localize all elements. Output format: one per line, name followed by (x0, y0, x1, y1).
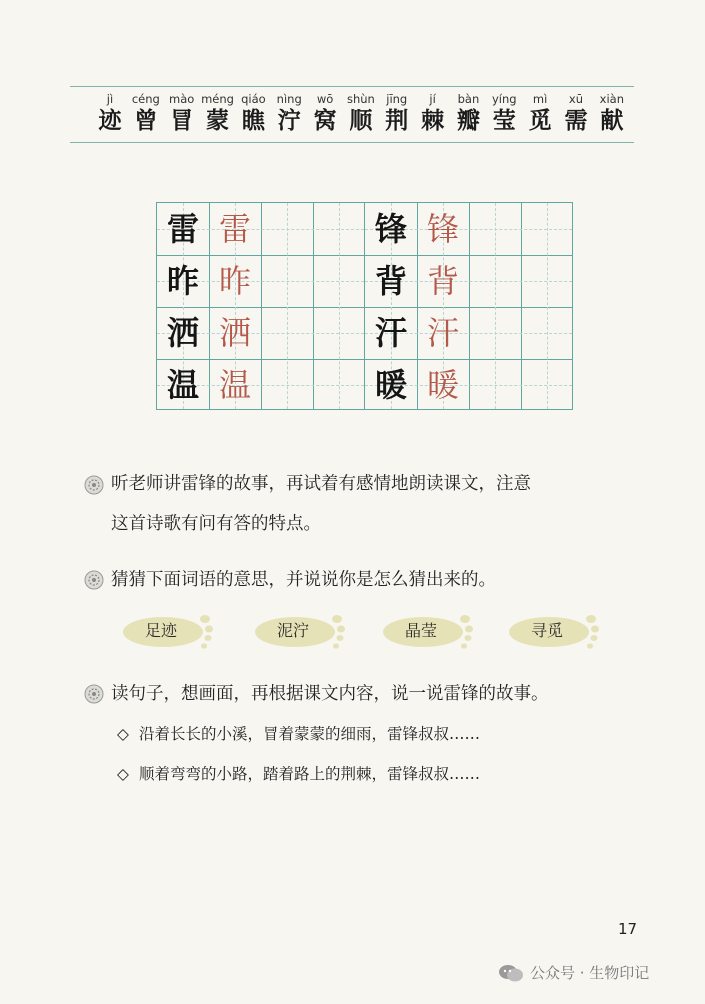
writing-grid-left (156, 202, 365, 410)
guide-line (287, 203, 288, 409)
guide-line (339, 203, 340, 409)
vocab-item (595, 92, 629, 136)
grid-line (261, 203, 262, 409)
footprint-word-2 (253, 608, 349, 654)
vocab-item (523, 92, 557, 136)
trace-character: 昨 (218, 262, 251, 300)
model-character: 背 (374, 262, 407, 300)
pinyin-label: qiáo (241, 92, 266, 106)
sentence-text: 沿着长长的小溪，冒着蒙蒙的细雨，雷锋叔叔…… (139, 725, 481, 743)
pinyin-label: mì (532, 92, 548, 106)
watermark (498, 962, 649, 983)
vocab-item (165, 92, 199, 136)
vocab-item (487, 92, 521, 136)
vocab-character: 觅 (528, 107, 552, 134)
footprint-word-3 (381, 608, 477, 654)
vocab-character: 顺 (349, 107, 373, 134)
pinyin-label: xū (568, 92, 584, 106)
model-character: 温 (166, 366, 199, 404)
vocab-character: 棘 (421, 107, 445, 134)
flower-bullet-icon (84, 475, 104, 495)
task2-text: 猜猜下面词语的意思，并说说你是怎么猜出来的。 (111, 570, 496, 590)
pinyin-label: mào (169, 92, 195, 106)
diamond-marker: ◇ (117, 765, 129, 783)
vocab-character: 窝 (313, 107, 337, 134)
vocab-character: 荆 (385, 107, 409, 134)
vocab-item (380, 92, 414, 136)
bottom-rule (70, 142, 634, 143)
word-label: 足迹 (144, 621, 177, 640)
task1-line1: 听老师讲雷锋的故事，再试着有感情地朗读课文，注意 (111, 474, 531, 494)
vocab-item (308, 92, 342, 136)
pinyin-label: jì (106, 92, 114, 106)
pinyin-label: céng (131, 92, 160, 106)
sentence-2 (117, 762, 480, 784)
pinyin-label: yíng (491, 92, 517, 106)
vocab-item (559, 92, 593, 136)
grid-line (313, 203, 314, 409)
vocab-character: 蒙 (206, 107, 230, 134)
vocab-item (344, 92, 378, 136)
trace-character: 温 (218, 366, 251, 404)
task3-text: 读句子，想画面，再根据课文内容，说一说雷锋的故事。 (111, 684, 549, 704)
model-character: 昨 (166, 262, 199, 300)
vocab-item (272, 92, 306, 136)
vocab-character: 迹 (98, 107, 122, 134)
wechat-icon (498, 963, 524, 983)
pinyin-label: shùn (346, 92, 375, 106)
vocabulary-row (93, 92, 629, 136)
diamond-marker: ◇ (117, 725, 129, 743)
page-number: 17 (618, 920, 638, 938)
task1-line2: 这首诗歌有问有答的特点。 (111, 514, 321, 534)
model-character: 暖 (374, 366, 407, 404)
model-character: 汗 (374, 314, 407, 352)
top-rule (70, 86, 634, 87)
vocab-item (416, 92, 450, 136)
guide-line (547, 203, 548, 409)
sentence-1 (117, 722, 480, 744)
vocab-item (93, 92, 127, 136)
vocab-item (201, 92, 235, 136)
writing-grid-right (364, 202, 573, 410)
vocab-item (451, 92, 485, 136)
trace-character: 雷 (218, 210, 251, 248)
vocab-item (129, 92, 163, 136)
model-character: 雷 (166, 210, 199, 248)
pinyin-label: jí (429, 92, 436, 106)
vocab-character: 曾 (134, 107, 158, 134)
trace-character: 背 (426, 262, 459, 300)
sentence-text: 顺着弯弯的小路，踏着路上的荆棘，雷锋叔叔…… (139, 765, 481, 783)
word-label: 晶莹 (404, 621, 437, 640)
trace-character: 汗 (426, 314, 459, 352)
pinyin-label: méng (201, 92, 234, 106)
vocab-character: 莹 (492, 107, 516, 134)
watermark-text: 公众号 · 生物印记 (530, 964, 650, 982)
grid-line (469, 203, 470, 409)
grid-line (521, 203, 522, 409)
vocab-character: 献 (600, 107, 624, 134)
pinyin-label: jīng (386, 92, 408, 106)
trace-character: 暖 (426, 366, 459, 404)
vocab-character: 需 (564, 107, 588, 134)
vocab-character: 泞 (277, 107, 301, 134)
pinyin-label: xiàn (599, 92, 624, 106)
guide-line (495, 203, 496, 409)
trace-character: 锋 (426, 210, 459, 248)
pinyin-label: wō (316, 92, 334, 106)
footprint-word-4 (507, 608, 603, 654)
pinyin-label: nìng (276, 92, 302, 106)
vocab-character: 瓣 (456, 107, 480, 134)
trace-character: 洒 (218, 314, 251, 352)
word-label: 寻觅 (530, 621, 563, 640)
word-label: 泥泞 (276, 621, 309, 640)
vocab-character: 瞧 (241, 107, 265, 134)
model-character: 锋 (374, 210, 407, 248)
flower-bullet-icon (84, 684, 104, 704)
vocab-character: 冒 (170, 107, 194, 134)
flower-bullet-icon (84, 570, 104, 590)
footprint-word-1 (121, 608, 217, 654)
pinyin-label: bàn (457, 92, 480, 106)
vocab-item (236, 92, 270, 136)
model-character: 洒 (166, 314, 199, 352)
